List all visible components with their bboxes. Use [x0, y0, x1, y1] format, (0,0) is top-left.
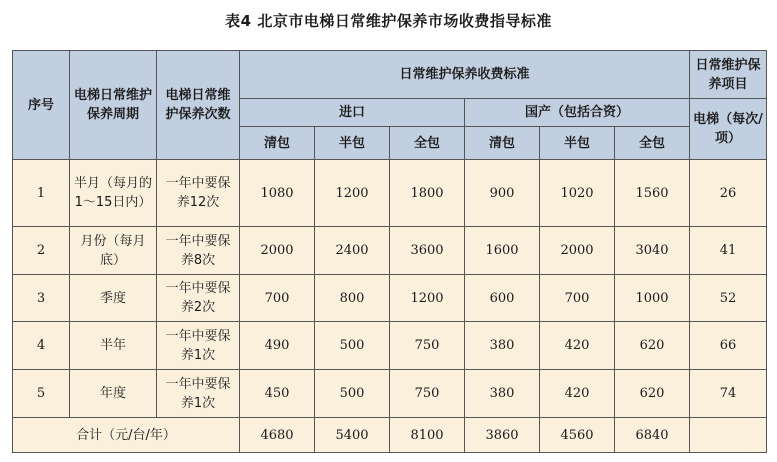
cell-import-banbao: 500 [315, 322, 390, 370]
cell-times: 一年中要保养1次 [157, 370, 240, 418]
fee-table [12, 50, 767, 453]
total-import-banbao: 5400 [315, 418, 390, 453]
cell-seq: 5 [13, 370, 70, 418]
cell-domestic-banbao: 420 [540, 322, 615, 370]
cell-domestic-banbao: 700 [540, 275, 615, 322]
cell-import-qingbao: 2000 [240, 227, 315, 275]
cell-period: 月份（每月底） [70, 227, 157, 275]
cell-seq: 3 [13, 275, 70, 322]
total-import-quanbao: 8100 [390, 418, 465, 453]
cell-seq: 4 [13, 322, 70, 370]
cell-import-qingbao: 700 [240, 275, 315, 322]
header-domestic-banbao: 半包 [540, 127, 615, 160]
cell-period: 年度 [70, 370, 157, 418]
header-import-banbao: 半包 [315, 127, 390, 160]
header-domestic-quanbao: 全包 [615, 127, 690, 160]
header-import-qingbao: 清包 [240, 127, 315, 160]
cell-import-banbao: 2400 [315, 227, 390, 275]
cell-period: 半月（每月的1～15日内） [70, 160, 157, 227]
cell-seq: 1 [13, 160, 70, 227]
total-domestic-banbao: 4560 [540, 418, 615, 453]
header-domestic-qingbao: 清包 [465, 127, 540, 160]
header-import-quanbao: 全包 [390, 127, 465, 160]
header-period: 电梯日常维护保养周期 [70, 51, 157, 160]
total-domestic-quanbao: 6840 [615, 418, 690, 453]
cell-import-qingbao: 490 [240, 322, 315, 370]
header-seq: 序号 [13, 51, 70, 160]
total-item-fee [690, 418, 767, 453]
cell-domestic-banbao: 420 [540, 370, 615, 418]
cell-item-fee: 66 [690, 322, 767, 370]
cell-import-quanbao: 1200 [390, 275, 465, 322]
cell-seq: 2 [13, 227, 70, 275]
table-row [13, 227, 767, 275]
header-per-item: 电梯（每次/项） [690, 99, 767, 160]
cell-domestic-quanbao: 620 [615, 322, 690, 370]
table-row [13, 370, 767, 418]
table-row [13, 322, 767, 370]
table-row [13, 160, 767, 227]
cell-import-qingbao: 450 [240, 370, 315, 418]
cell-domestic-qingbao: 900 [465, 160, 540, 227]
cell-domestic-qingbao: 1600 [465, 227, 540, 275]
cell-domestic-banbao: 2000 [540, 227, 615, 275]
cell-domestic-qingbao: 380 [465, 370, 540, 418]
cell-import-qingbao: 1080 [240, 160, 315, 227]
cell-item-fee: 41 [690, 227, 767, 275]
cell-domestic-quanbao: 1560 [615, 160, 690, 227]
cell-period: 半年 [70, 322, 157, 370]
cell-import-banbao: 1200 [315, 160, 390, 227]
cell-import-quanbao: 1800 [390, 160, 465, 227]
header-times: 电梯日常维护保养次数 [157, 51, 240, 160]
cell-domestic-qingbao: 600 [465, 275, 540, 322]
cell-import-banbao: 500 [315, 370, 390, 418]
cell-domestic-qingbao: 380 [465, 322, 540, 370]
header-fee-standard: 日常维护保养收费标准 [240, 51, 690, 99]
table-caption: 表4 北京市电梯日常维护保养市场收费指导标准 [225, 12, 552, 30]
cell-period: 季度 [70, 275, 157, 322]
cell-domestic-quanbao: 3040 [615, 227, 690, 275]
cell-import-quanbao: 750 [390, 322, 465, 370]
cell-import-quanbao: 3600 [390, 227, 465, 275]
cell-import-banbao: 800 [315, 275, 390, 322]
cell-domestic-quanbao: 1000 [615, 275, 690, 322]
total-row [13, 418, 767, 453]
table-row [13, 275, 767, 322]
header-import: 进口 [240, 99, 465, 127]
total-label: 合计（元/台/年） [13, 418, 240, 453]
total-import-qingbao: 4680 [240, 418, 315, 453]
cell-times: 一年中要保养12次 [157, 160, 240, 227]
header-domestic: 国产（包括合资） [465, 99, 690, 127]
cell-times: 一年中要保养2次 [157, 275, 240, 322]
cell-domestic-quanbao: 620 [615, 370, 690, 418]
cell-import-quanbao: 750 [390, 370, 465, 418]
cell-item-fee: 74 [690, 370, 767, 418]
cell-times: 一年中要保养8次 [157, 227, 240, 275]
cell-times: 一年中要保养1次 [157, 322, 240, 370]
total-domestic-qingbao: 3860 [465, 418, 540, 453]
cell-item-fee: 26 [690, 160, 767, 227]
cell-domestic-banbao: 1020 [540, 160, 615, 227]
cell-item-fee: 52 [690, 275, 767, 322]
header-item-group: 日常维护保养项目 [690, 51, 767, 99]
